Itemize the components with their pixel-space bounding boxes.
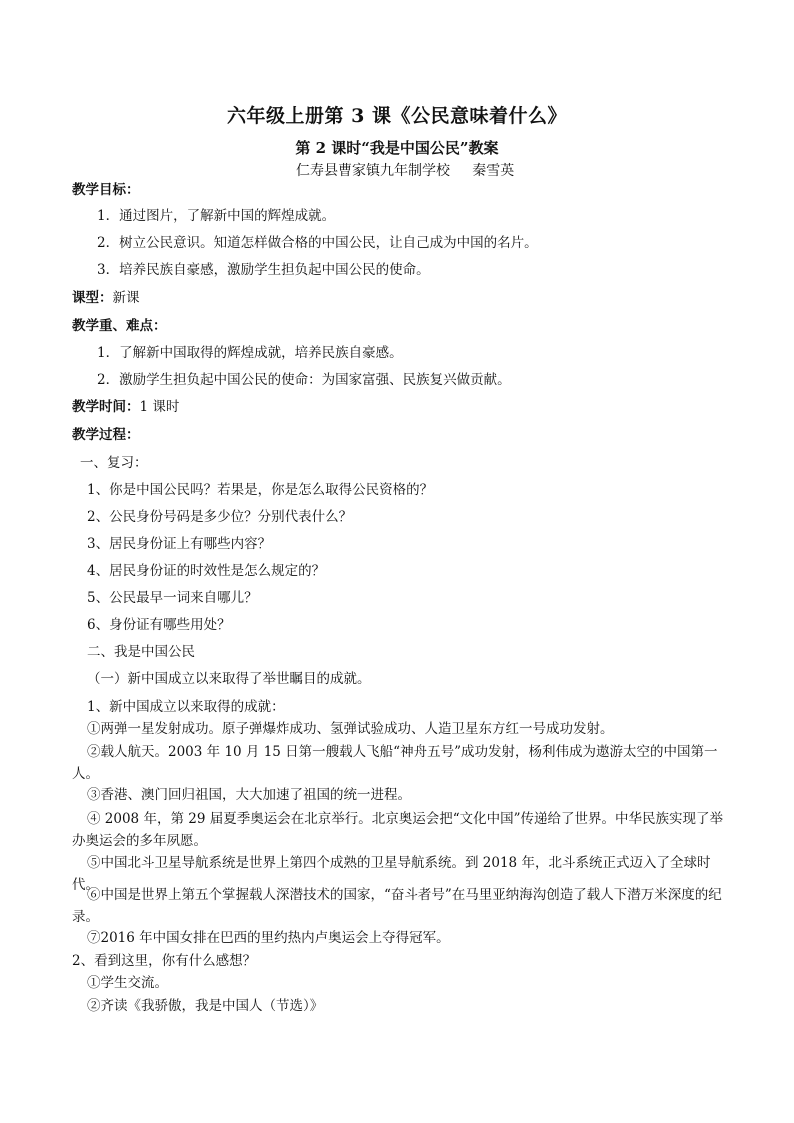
review-item: 6、身份证有哪些用处？ <box>87 617 231 633</box>
review-item: 1、你是中国公民吗？若果是，你是怎么取得公民资格的？ <box>87 482 434 498</box>
achievements-heading: 1、新中国成立以来取得的成就： <box>87 699 285 715</box>
lesson-type-label: 课型： <box>72 290 113 306</box>
feelings-item: ①学生交流。 <box>87 975 168 991</box>
review-item: 5、公民最早一词来自哪儿？ <box>87 590 258 606</box>
lesson-type-value: 新课 <box>112 290 140 306</box>
subsection-heading: （一）新中国成立以来取得了举世瞩目的成就。 <box>87 671 371 687</box>
achievement-item: ⑥中国是世界上第五个掌握载人深潜技术的国家，“奋斗者号”在马里亚纳海沟创造了载人下潜万米深度的纪录。 <box>72 887 722 925</box>
achievement-item: ⑦2016 年中国女排在巴西的里约热内卢奥运会上夺得冠军。 <box>87 930 450 946</box>
achievement-item: ①两弹一星发射成功。原子弹爆炸成功、氢弹试验成功、人造卫星东方红一号成功发射。 <box>87 721 614 737</box>
feelings-item: ②齐读《我骄傲，我是中国人（节选）》 <box>87 998 324 1014</box>
feelings-heading: 2、看到这里，你有什么感想？ <box>72 953 257 969</box>
key-points-label: 教学重、难点： <box>72 318 167 334</box>
review-item: 2、公民身份号码是多少位？分别代表什么？ <box>87 509 353 525</box>
objective-item: 3．培养民族自豪感，激励学生担负起中国公民的使命。 <box>97 262 430 278</box>
achievement-item: ②载人航天。2003 年 10 月 15 日第一艘载人飞船“神舟五号”成功发射，杨利伟成为遨游太空的中国第一人。 <box>72 744 718 782</box>
document-title: 六年级上册第 3 课《公民意味着什么》 <box>227 105 567 127</box>
review-item: 3、居民身份证上有哪些内容？ <box>87 536 272 552</box>
objective-item: 2．树立公民意识。知道怎样做合格的中国公民，让自己成为中国的名片。 <box>97 235 538 251</box>
achievement-item: ⑤中国北斗卫星导航系统是世界上第四个成熟的卫星导航系统。到 2018 年，北斗系统正式迈入了全球时代。 <box>72 855 711 893</box>
achievement-item: ③香港、澳门回归祖国，大大加速了祖国的统一进程。 <box>87 787 411 803</box>
teaching-time <box>72 397 732 417</box>
author-line: 仁寿县曹家镇九年制学校 秦雪英 <box>296 163 515 179</box>
teaching-time-label: 教学时间： <box>72 399 140 415</box>
objectives-label: 教学目标： <box>72 182 140 198</box>
process-label: 教学过程： <box>72 427 140 443</box>
review-item: 4、居民身份证的时效性是怎么规定的？ <box>87 563 326 579</box>
objective-item: 1．通过图片，了解新中国的辉煌成就。 <box>97 208 336 224</box>
achievement-item: ④ 2008 年，第 29 届夏季奥运会在北京举行。北京奥运会把“文化中国”传递给了世界。中华民族实现了举办奥运会的多年夙愿。 <box>72 811 724 849</box>
document-subtitle: 第 2 课时“我是中国公民”教案 <box>295 139 499 157</box>
section-heading: 二、我是中国公民 <box>87 644 195 660</box>
teaching-time-value: 1 课时 <box>139 399 180 415</box>
key-point-item: 1．了解新中国取得的辉煌成就，培养民族自豪感。 <box>97 345 403 361</box>
review-heading: 一、复习： <box>80 455 148 471</box>
key-point-item: 2．激励学生担负起中国公民的使命：为国家富强、民族复兴做贡献。 <box>97 372 511 388</box>
lesson-type <box>72 288 732 308</box>
